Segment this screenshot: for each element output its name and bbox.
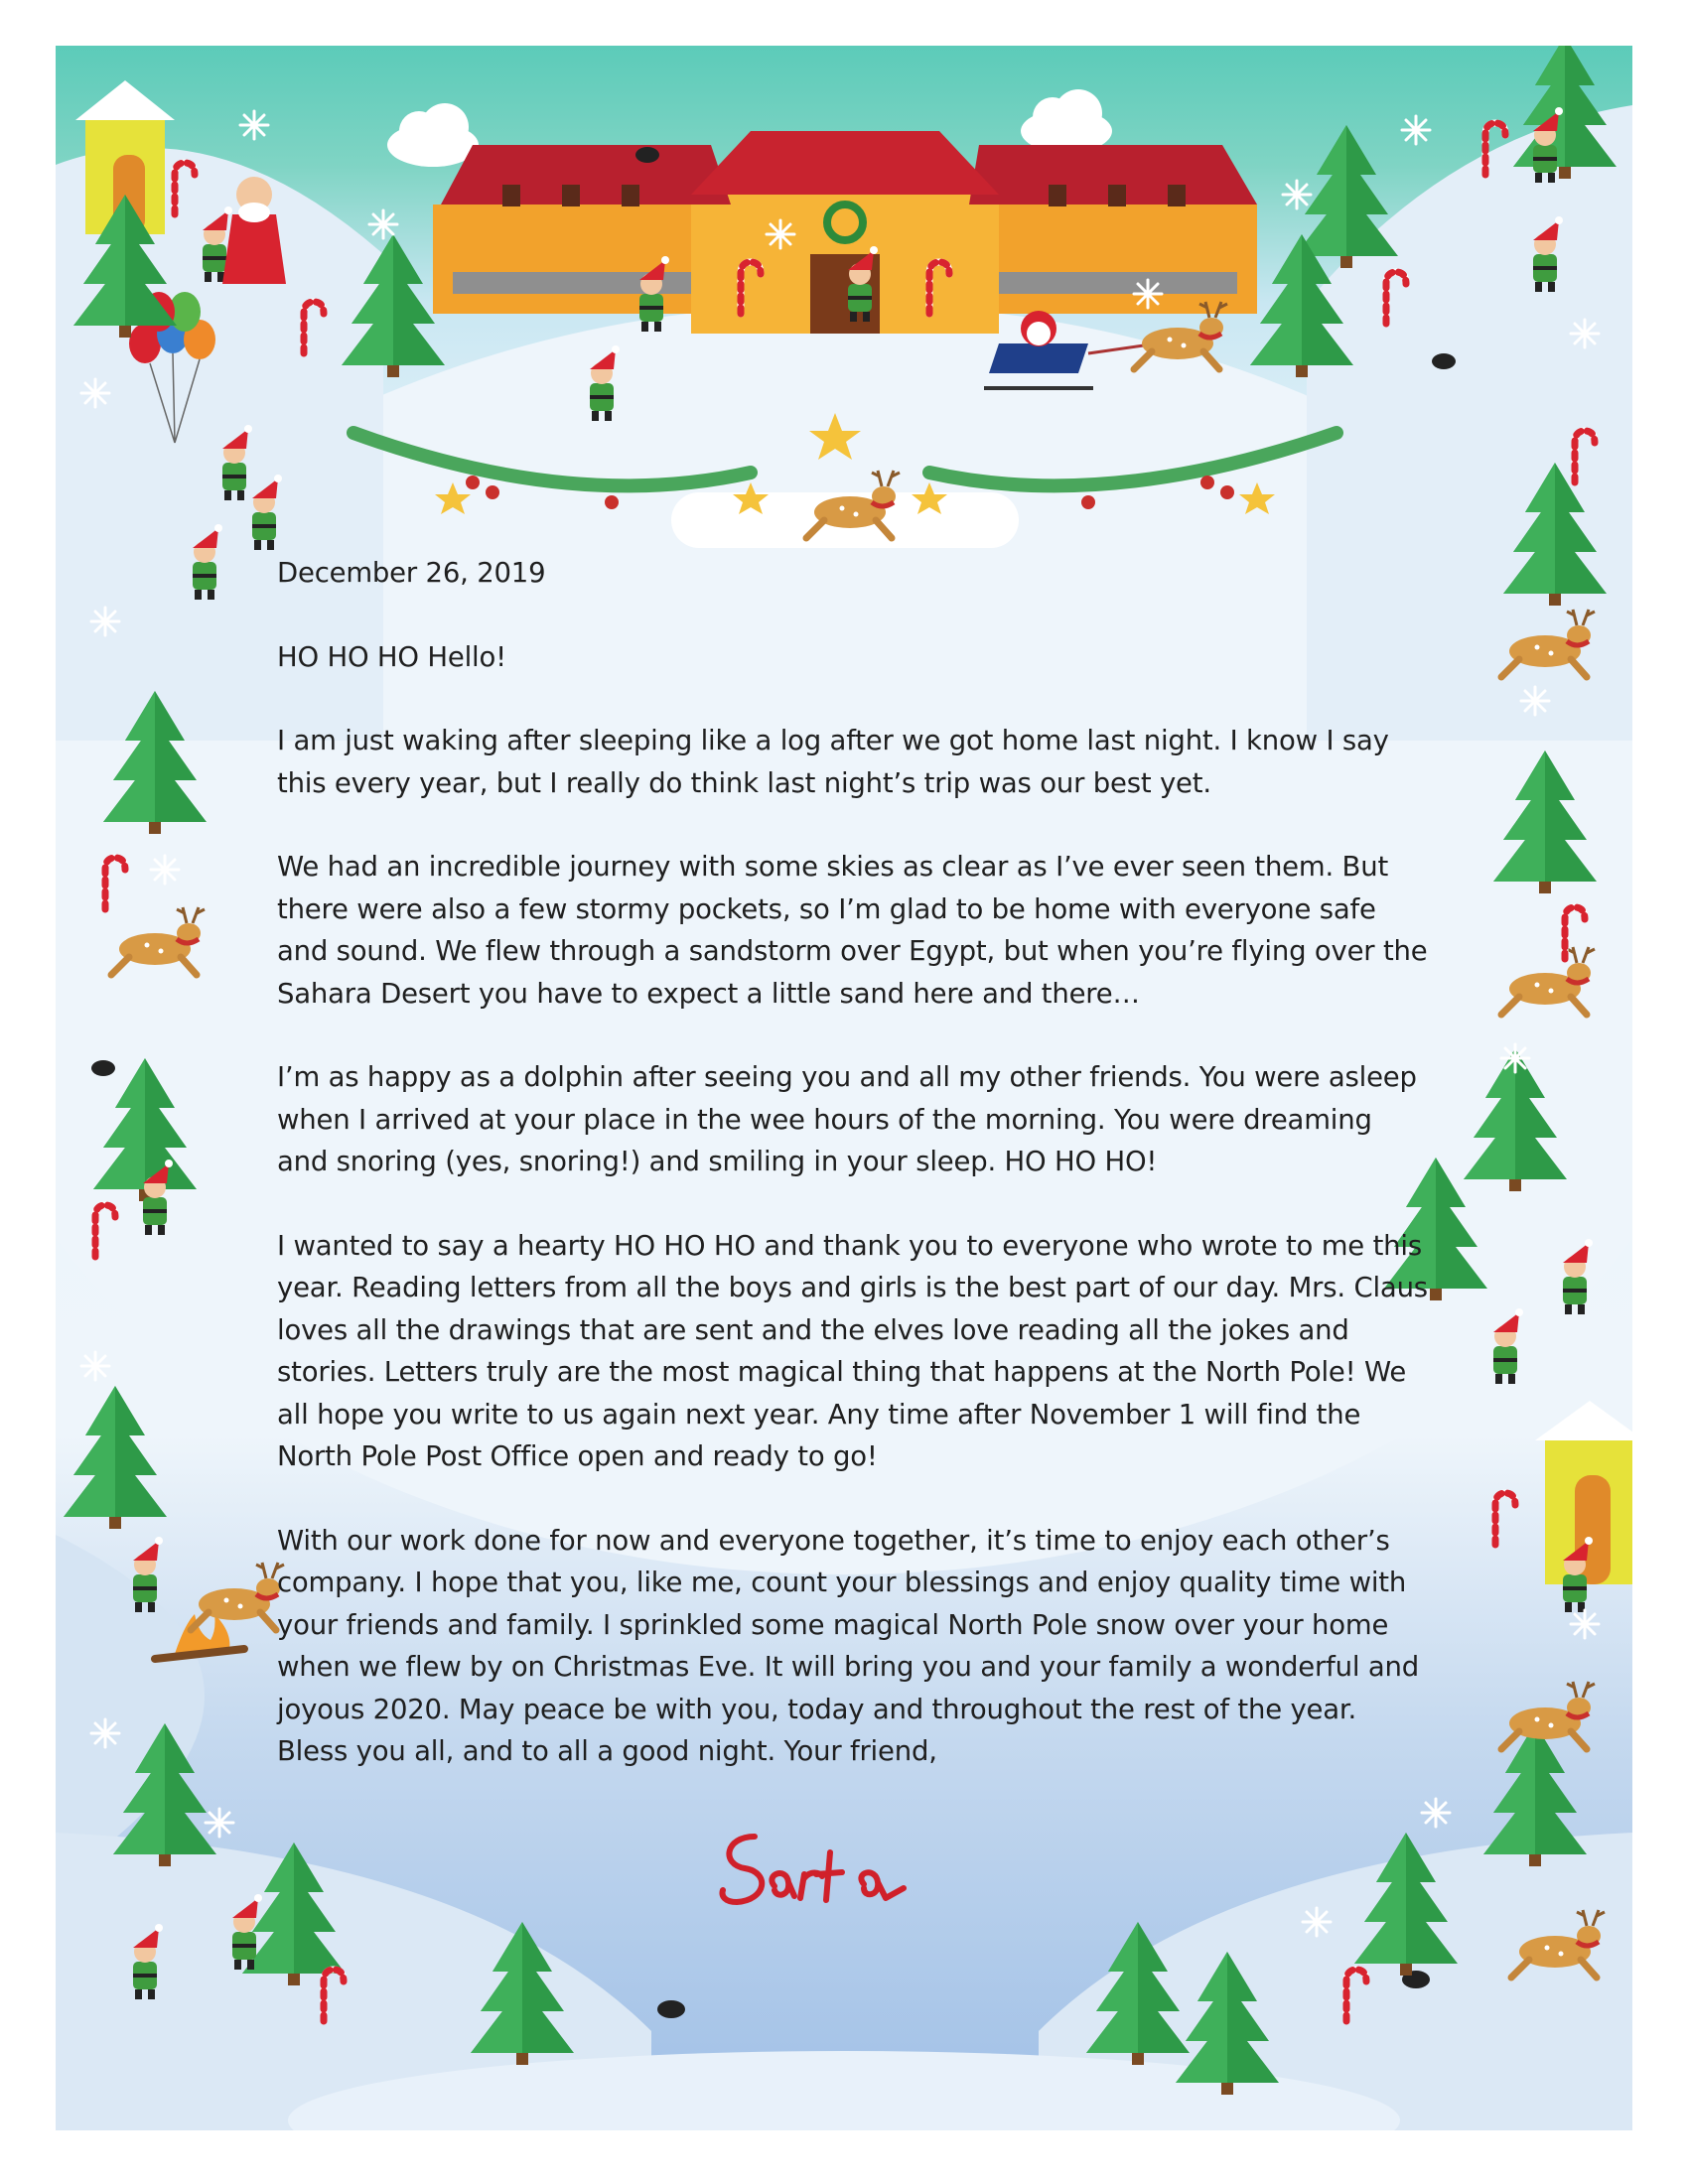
workshop-icon bbox=[433, 131, 1257, 334]
signature-graphic bbox=[715, 1817, 933, 1926]
letter-paragraph: We had an incredible journey with some skies as clear as I’ve ever seen them. But there were also a few stormy pockets, so I’m glad to be home with everyone safe and sound. We flew through a sandstorm over Egypt, but when you’re flying over the Sahara Desert you have to expect a little sand here and there… bbox=[277, 851, 1428, 1010]
letter-paragraph: I’m as happy as a dolphin after seeing you and all my other friends. You were asleep when I arrived at your place in the wee hours of the morning. You were dreaming and snoring (yes, snoring!) and smiling in your sleep. HO HO HO! bbox=[277, 1061, 1417, 1177]
letter-greeting: HO HO HO Hello! bbox=[277, 640, 506, 673]
santa-signature bbox=[715, 1817, 933, 1930]
letter-paragraph: With our work done for now and everyone together, it’s time to enjoy each other’s company. I hope that you, like me, count your blessings and enjoy quality time with your friends and family. I sprinkled some magical North Pole snow over your home when we flew by on Christmas Eve. It will bring you and your family a wonderful and joyous 2020. May peace be with you, today and throughout the rest of the year. Bless you all, and to all a good night. Your friend, bbox=[277, 1524, 1419, 1767]
letter-date: December 26, 2019 bbox=[277, 557, 546, 589]
letter-body bbox=[277, 552, 1429, 1815]
letter-paragraph: I wanted to say a hearty HO HO HO and thank you to everyone who wrote to me this year. Reading letters from all the boys and girls is the best part of our day. Mrs. Claus loves all the drawings that are sent and the elves love reading all the jokes and stories. Letters truly are the most magical thing that happens at the North Pole! We all hope you write to us again next year. Any time after November 1 will find the North Pole Post Office open and ready to go! bbox=[277, 1229, 1428, 1472]
letter-paragraph: I am just waking after sleeping like a log after we got home last night. I know I say this every year, but I really do think last night’s trip was our best yet. bbox=[277, 725, 1389, 799]
